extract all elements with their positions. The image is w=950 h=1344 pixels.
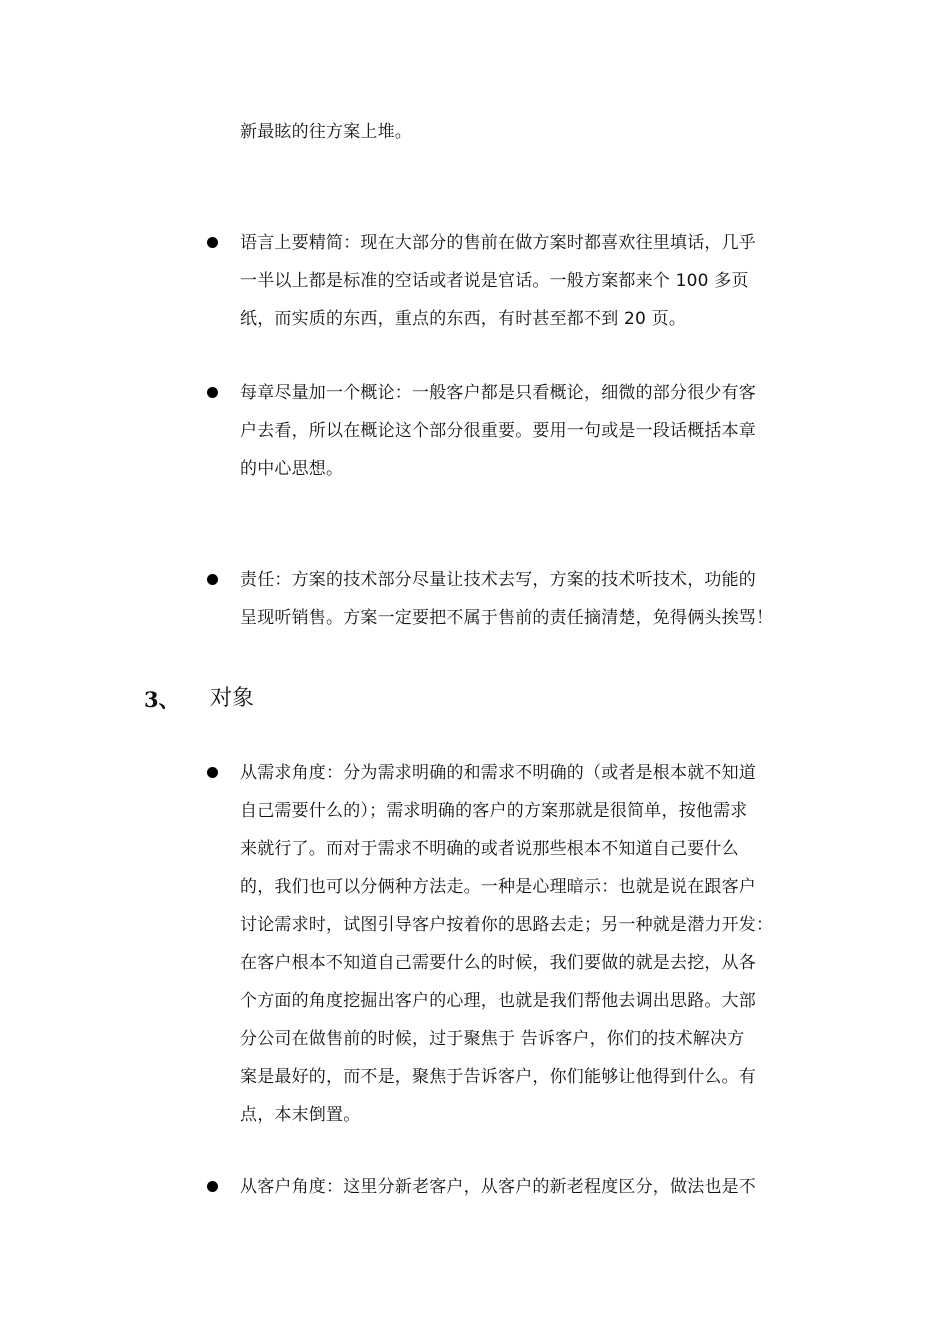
paragraph-line: 个方面的角度挖掘出客户的心理，也就是我们帮他去调出思路。大部 [240,991,756,1011]
paragraph-line: 分公司在做售前的时候，过于聚焦于 告诉客户，你们的技术解决方 [240,1029,745,1049]
paragraph-line: 点，本末倒置。 [240,1105,361,1125]
paragraph-line: 讨论需求时，试图引导客户按着你的思路去走；另一种就是潜力开发： [240,915,774,935]
paragraph-line: 从需求角度：分为需求明确的和需求不明确的（或者是根本就不知道 [240,763,756,783]
paragraph-line: 的中心思想。 [240,459,344,479]
paragraph-line: 纸，而实质的东西，重点的东西，有时甚至都不到 20 页。 [240,309,687,329]
paragraph-line: 自己需要什么的）；需求明确的客户的方案那就是很简单，按他需求 [240,801,748,821]
paragraph-line: 户去看，所以在概论这个部分很重要。要用一句或是一段话概括本章 [240,421,756,441]
section-title: 对象 [210,686,255,711]
bullet-dot [207,237,218,248]
bullet-dot [207,574,218,585]
paragraph-line: 案是最好的，而不是，聚焦于告诉客户，你们能够让他得到什么。有 [240,1067,756,1087]
paragraph-line: 一半以上都是标准的空话或者说是官话。一般方案都来个 100 多页 [240,271,749,291]
continuation-line: 新最眩的往方案上堆。 [240,122,412,142]
paragraph-line: 从客户角度：这里分新老客户，从客户的新老程度区分，做法也是不 [240,1177,756,1197]
bullet-dot [207,1181,218,1192]
paragraph-line: 呈现听销售。方案一定要把不属于售前的责任摘清楚，免得俩头挨骂！ [240,608,774,628]
paragraph-line: 的，我们也可以分俩种方法走。一种是心理暗示：也就是说在跟客户 [240,877,756,897]
paragraph-line: 语言上要精简：现在大部分的售前在做方案时都喜欢往里填话，几乎 [240,233,756,253]
bullet-dot [207,767,218,778]
bullet-dot [207,387,218,398]
paragraph-line: 责任：方案的技术部分尽量让技术去写，方案的技术听技术，功能的 [240,570,756,590]
paragraph-line: 每章尽量加一个概论：一般客户都是只看概论，细微的部分很少有客 [240,383,756,403]
paragraph-line: 在客户根本不知道自己需要什么的时候，我们要做的就是去挖，从各 [240,953,756,973]
paragraph-line: 来就行了。而对于需求不明确的或者说那些根本不知道自己要什么 [240,839,739,859]
section-number: 3、 [144,687,180,712]
